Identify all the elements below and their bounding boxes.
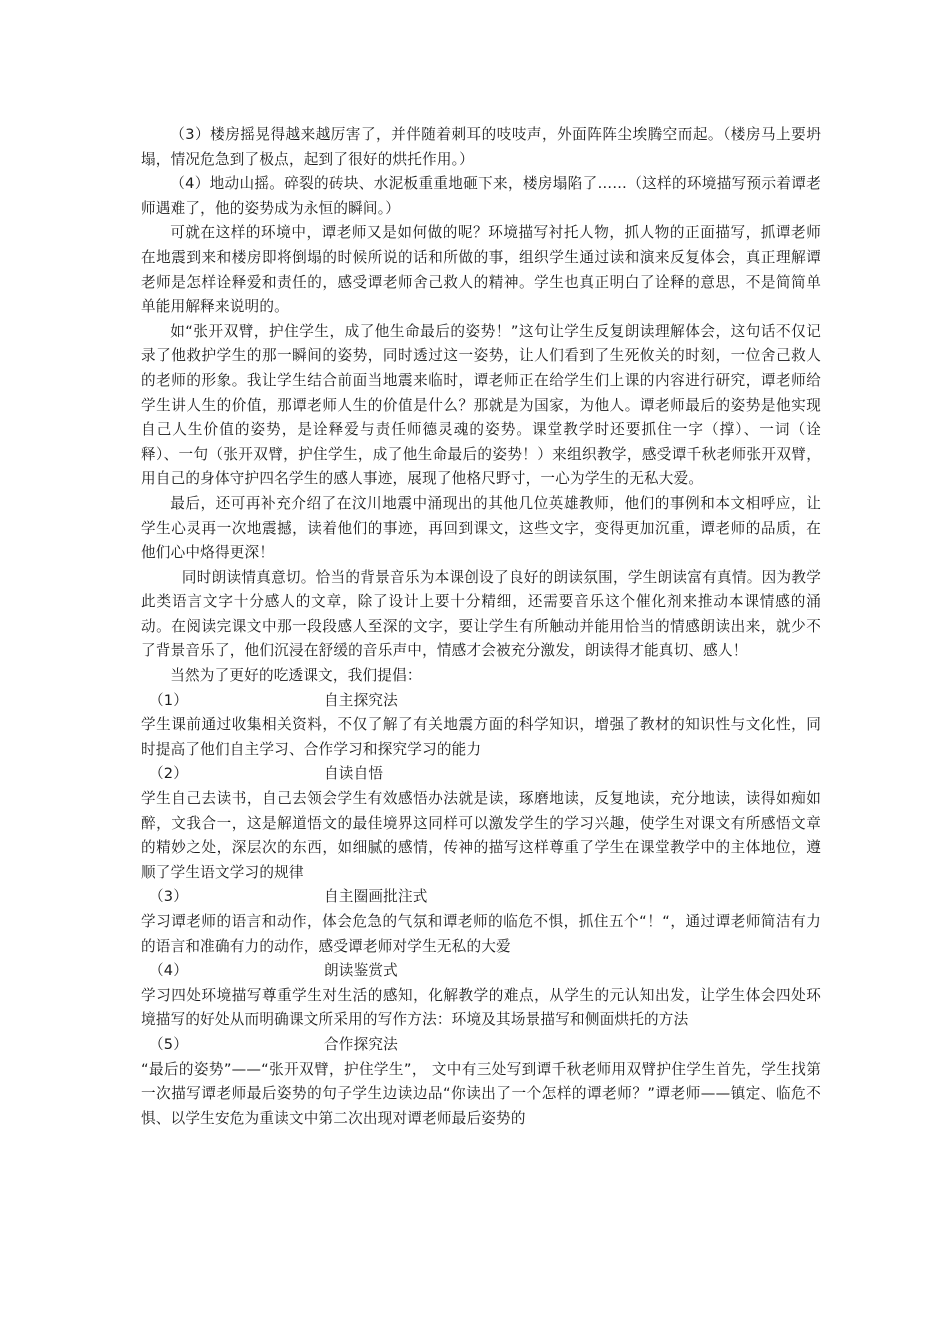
paragraph-teacher-actions: 可就在这样的环境中，谭老师又是如何做的呢？环境描写衬托人物，抓人物的正面描写，抓谭老师在地震到来和楼房即将倒塌的时候所说的话和所做的事，组织学生通过读和演来反复体会，真正理解谭老师是怎样诠释爱和责任的，感受谭老师舍己救人的精神。学生也真正明白了诠释的意思，不是简简单单能用解释来说明的。 xyxy=(141,224,821,316)
method-heading-1 xyxy=(141,689,821,714)
method-body-1: 学生课前通过收集相关资料，不仅了解了有关地震方面的科学知识，增强了教材的知识性与文化性，同时提高了他们自主学习、合作学习和探究学习的能力 xyxy=(141,716,821,758)
method-heading-2 xyxy=(141,762,821,787)
paragraph-reading-music: 同时朗读情真意切。恰当的背景音乐为本课创设了良好的朗读氛围，学生朗读富有真情。因为教学此类语言文字十分感人的文章，除了设计上要十分精细，还需要音乐这个催化剂来推动本课情感的涌动。在阅读完课文中那一段段感人至深的文字，要让学生有所触动并能用恰当的情感朗读出来，就少不了背景音乐了，他们沉浸在舒缓的音乐声中，情感才会被充分激发，朗读得才能真切、感人！ xyxy=(141,568,821,660)
method-title: 自主圈画批注式 xyxy=(324,888,428,906)
method-heading-5 xyxy=(141,1033,821,1058)
paragraph-methods-intro: 当然为了更好的吃透课文，我们提倡： xyxy=(170,667,422,685)
method-number: （4） xyxy=(149,962,189,980)
method-title: 合作探究法 xyxy=(324,1035,398,1053)
method-number: （2） xyxy=(149,765,189,783)
method-number: （3） xyxy=(149,888,189,906)
paragraph-env-3: （3）楼房摇晃得越来越厉害了，并伴随着刺耳的吱吱声，外面阵阵尘埃腾空而起。（楼房马上要坍塌，情况危急到了极点，起到了很好的烘托作用。） xyxy=(141,126,821,168)
method-number: （5） xyxy=(149,1035,189,1053)
method-title: 自主探究法 xyxy=(324,691,398,709)
paragraph-last-posture: 如“张开双臂，护住学生，成了他生命最后的姿势！”这句让学生反复朗读理解体会，这句话不仅记录了他救护学生的那一瞬间的姿势，同时透过这一姿势，让人们看到了生死攸关的时刻，一位舍己救人的老师的形象。我让学生结合前面当地震来临时，谭老师正在给学生们上课的内容进行研究，谭老师给学生讲人生的价值，那谭老师人生的价值是什么？那就是为国家，为他人。谭老师最后的姿势是他实现自己人生价值的姿势，是诠释爱与责任师德灵魂的姿势。课堂教学时还要抓住一字（撑）、一词（诠释）、一句（张开双臂，护住学生，成了他生命最后的姿势！）来组织教学，感受谭千秋老师张开双臂，用自己的身体守护四名学生的感人事迹，展现了他格尺野寸，一心为学生的无私大爱。 xyxy=(141,322,821,488)
paragraph-other-heroes: 最后，还可再补充介绍了在汶川地震中涌现出的其他几位英雄教师，他们的事例和本文相呼应，让学生心灵再一次地震撼，读着他们的事迹，再回到课文，这些文字，变得更加沉重，谭老师的品质，在他们心中烙得更深！ xyxy=(141,494,821,562)
document-body xyxy=(141,123,821,1131)
method-title: 朗读鉴赏式 xyxy=(324,962,398,980)
method-heading-3 xyxy=(141,885,821,910)
method-body-5: “最后的姿势”——“张开双臂，护住学生”， 文中有三处写到谭千秋老师用双臂护住学生首先，学生找第一次描写谭老师最后姿势的句子学生边读边品“你读出了一个怎样的谭老师？”谭老师——镇定、临危不惧、以学生安危为重读文中第二次出现对谭老师最后姿势的 xyxy=(141,1060,821,1127)
method-body-3: 学习谭老师的语言和动作，体会危急的气氛和谭老师的临危不惧，抓住五个“！“，通过谭老师简洁有力的语言和准确有力的动作，感受谭老师对学生无私的大爱 xyxy=(141,913,821,955)
method-body-2: 学生自己去读书，自己去领会学生有效感悟办法就是读，琢磨地读，反复地读，充分地读，读得如痴如醉，文我合一，这是解道悟文的最佳境界这同样可以激发学生的学习兴趣，使学生对课文有所感悟文章的精妙之处，深层次的东西，如细腻的感情，传神的描写这样尊重了学生在课堂教学中的主体地位，遵顺了学生语文学习的规律 xyxy=(141,790,821,881)
paragraph-env-4: （4）地动山摇。碎裂的砖块、水泥板重重地砸下来，楼房塌陷了……（这样的环境描写预示着谭老师遇难了，他的姿势成为永恒的瞬间。） xyxy=(141,175,821,217)
method-number: （1） xyxy=(149,691,189,709)
method-body-4: 学习四处环境描写尊重学生对生活的感知，化解教学的难点，从学生的元认知出发，让学生体会四处环境描写的好处从而明确课文所采用的写作方法：环境及其场景描写和侧面烘托的方法 xyxy=(141,986,821,1029)
method-title: 自读自悟 xyxy=(324,765,384,783)
method-heading-4 xyxy=(141,959,821,984)
